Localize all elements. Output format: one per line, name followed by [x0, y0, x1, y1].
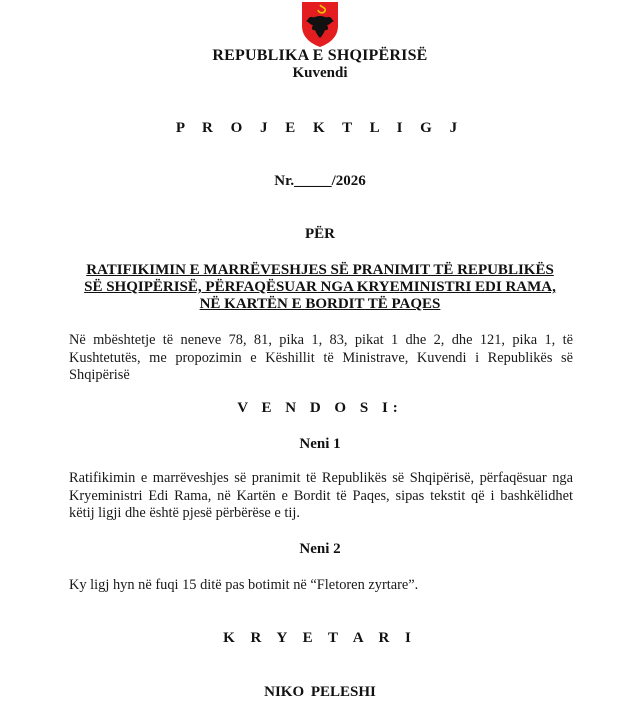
subject-line: SË SHQIPËRISË, PËRFAQËSUAR NGA KRYEMINISTRI EDI RAMA, — [84, 279, 556, 295]
article-2-text: Ky ligj hyn në fuqi 15 ditë pas botimit në “Fletoren zyrtare”. — [69, 577, 419, 593]
preamble-paragraph: Në mbështetje të neneve 78, 81, pika 1, 83, pikat 1 dhe 2, dhe 121, pika 1, të Kushtetutës, me propozimin e Këshillit të Ministrave, Kuvendi i Republikës së Shqipërisë — [69, 332, 573, 383]
document-number: Nr._____/2026 — [274, 173, 366, 189]
subject-line: RATIFIKIMIN E MARRËVESHJES SË PRANIMIT TË REPUBLIKËS — [86, 262, 554, 278]
signatory-title: K R Y E T A R I — [223, 630, 417, 646]
signatory-name: NIKO PELESHI — [264, 684, 376, 700]
republic-title: REPUBLIKA E SHQIPËRISË — [212, 47, 428, 64]
document-type: P R O J E K T L I G J — [175, 120, 465, 136]
for-heading: PËR — [305, 226, 335, 242]
law-subject — [60, 262, 580, 313]
subject-line: NË KARTËN E BORDIT TË PAQES — [199, 296, 441, 312]
decides-heading: V E N D O S I: — [237, 400, 403, 416]
article-1-title: Neni 1 — [299, 436, 341, 452]
article-2-title: Neni 2 — [299, 541, 341, 557]
parliament-name: Kuvendi — [292, 65, 348, 81]
albanian-coat-of-arms-icon — [300, 0, 340, 48]
article-1-text: Ratifikimin e marrëveshjes së pranimit të Republikës së Shqipërisë, përfaqësuar nga Kryeministri Edi Rama, në Kartën e Bordit të Paqes, sipas tekstit që i bashkëlidhet këtij ligji dhe është pjesë përbërëse e tij. — [69, 470, 573, 521]
